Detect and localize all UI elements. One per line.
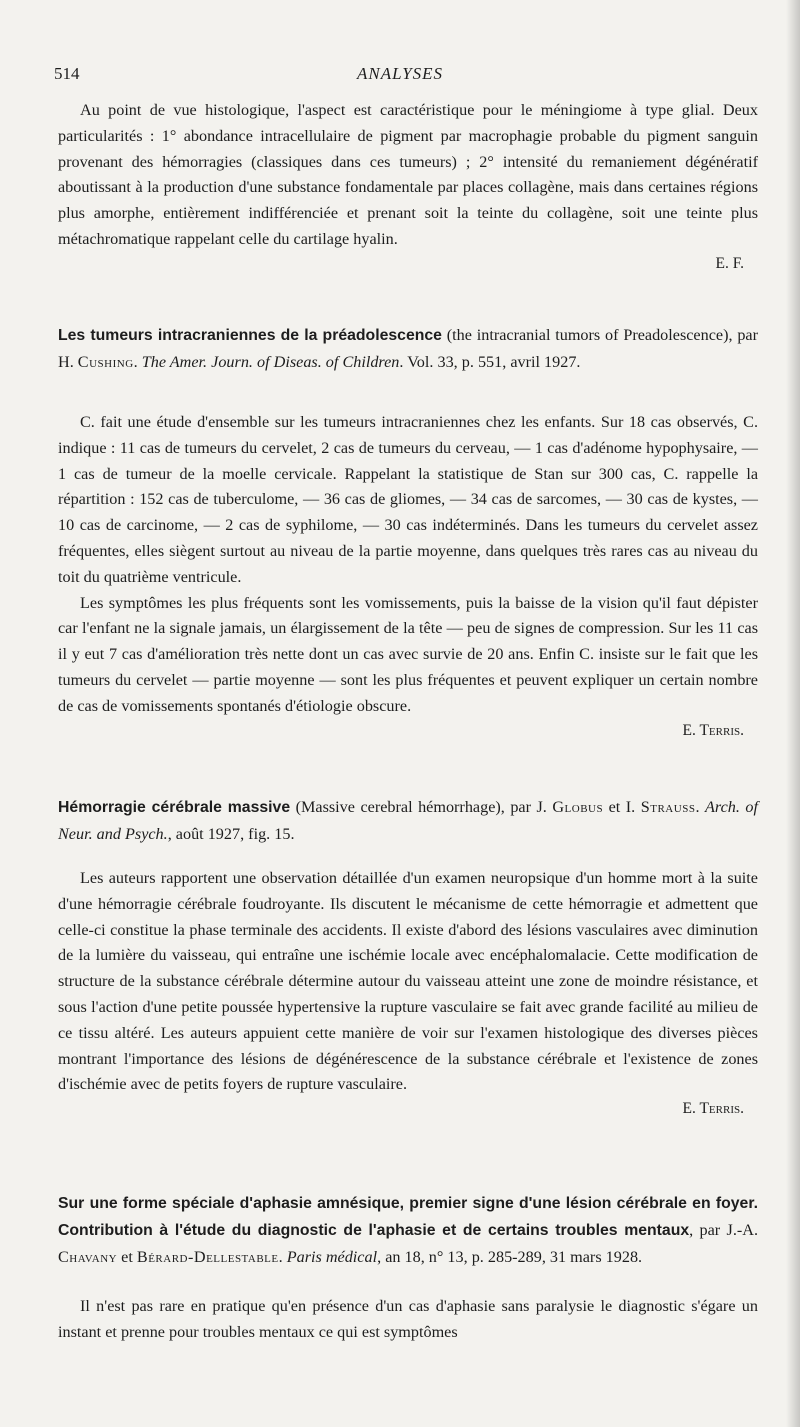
review-heading — [58, 794, 758, 847]
review-title: Les tumeurs intracraniennes de la préadolescence — [58, 327, 442, 344]
review-end-histology — [58, 98, 758, 273]
author-name: Bérard-Dellestable — [136, 1248, 279, 1266]
review-heading — [58, 322, 758, 375]
reference-text: et I. — [603, 798, 641, 816]
reference-text: , par J.-A. — [689, 1221, 758, 1239]
paragraph: C. fait une étude d'ensemble sur les tumeurs intracraniennes chez les enfants. Sur 18 cas observés, C. indique : 11 cas de tumeurs du cervelet, 2 cas de tumeurs du cerveau, — 1 cas d'adénome hypophysaire, — 1 cas de tumeur de la moelle cervicale. Rappelant la statistique de Stan sur 300 cas, C. rappelle la répartition : 152 cas de tuberculome, — 36 cas de gliomes, — 34 cas de sarcomes, — 30 cas de kystes, — 10 cas de carcinome, — 2 cas de syphilome, — 30 cas indéterminés. Dans les tumeurs du cervelet assez fréquentes, elles siègent surtout au niveau de la partie moyenne, dans quelques très rares cas au niveau du toit du quatrième ventricule. — [58, 413, 758, 586]
paragraph: Il n'est pas rare en pratique qu'en présence d'un cas d'aphasie sans paralysie le diagnostic s'égare un instant et prenne pour troubles mentaux ce qui est symptômes — [58, 1297, 758, 1341]
author-name: Cushing — [77, 353, 134, 371]
reference-text: . — [278, 1248, 287, 1266]
author-name: Globus — [552, 798, 604, 816]
review-title: Hémorragie cérébrale massive — [58, 799, 291, 816]
paragraph: Les symptômes les plus fréquents sont les vomissements, puis la baisse de la vision qu'il faut dépister car l'enfant ne la signale jamais, un élargissement de la tête — peu de signes de compression. Sur les 11 cas il y eut 7 cas d'amélioration très nette dont un cas avec survie de 20 ans. Enfin C. insiste sur le fait que les tumeurs du cervelet — partie moyenne — sont les plus fréquentes et peuvent expliquer un certain nombre de cas de vomissements spontanés d'étiologie obscure. — [58, 593, 758, 715]
page-number: 514 — [54, 64, 80, 83]
reference-text: (the intracranial tumors of Preadolescence), par H. — [58, 326, 758, 371]
author-name: Chavany — [58, 1248, 118, 1266]
review-heading — [58, 1190, 758, 1270]
page-edge-shadow — [786, 0, 800, 1427]
reference-text: et — [117, 1248, 137, 1266]
review-title: Sur une forme spéciale d'aphasie amnésique, premier signe d'une lésion cérébrale en foyer. Contribution à l'étude du diagnostic de l'aphasie et de certains troubles mentaux — [58, 1195, 758, 1239]
journal-name: Arch. of Neur. and Psych. — [58, 798, 759, 843]
author-name: Strauss — [640, 798, 696, 816]
running-head — [54, 64, 746, 88]
running-title: ANALYSES — [356, 64, 444, 83]
journal-name: Paris médical — [286, 1248, 378, 1266]
reference-text: . Vol. 33, p. 551, avril 1927. — [399, 353, 581, 371]
reference-text: , août 1927, fig. 15. — [167, 825, 295, 843]
paragraph: Au point de vue histologique, l'aspect est caractéristique pour le méningiome à type glial. Deux particularités : 1° abondance intracellulaire de pigment par macrophagie probable du pigment sanguin provenant des hémorragies (classiques dans ces tumeurs) ; 2° intensité du remaniement dégénératif aboutissant à la production d'une substance fondamentale par places collagène, mais dans certaines régions plus amorphe, entièrement indifférenciée et prenant soit la teinte du collagène, soit une teinte plus métachromatique rappelant celle du cartilage hyalin. — [58, 101, 758, 248]
review-signature: E. Terris. — [682, 721, 744, 739]
review-body-aphasie — [58, 1294, 758, 1346]
journal-name: The Amer. Journ. of Diseas. of Children — [141, 353, 400, 371]
review-signature: E. F. — [715, 254, 744, 272]
reference-text: . — [133, 353, 142, 371]
review-body-hemorragie — [58, 866, 758, 1118]
review-signature: E. Terris. — [682, 1100, 744, 1118]
reference-text: . — [695, 798, 705, 816]
paragraph: Les auteurs rapportent une observation détaillée d'un examen neuropsique d'un homme mort à la suite d'une hémorragie cérébrale foudroyante. Ils discutent le mécanisme de cette hémorragie et admettent que celle-ci constitue la phase terminale des accidents. Il existe d'abord des lésions vasculaires avec diminution de la lumière du vaisseau, qui entraîne une ischémie locale avec encéphalomalacie. Cette modification de structure de la substance cérébrale détermine autour du vaisseau atteint une zone de moindre résistance, et sous l'action d'une petite poussée hypertensive la rupture vasculaire se fait avec grande facilité au milieu de ce tissu altéré. Les auteurs appuient cette manière de voir sur l'examen histologique des diverses pièces montrant l'importance des lésions de dégénérescence de la substance cérébrale et l'existence de zones d'ischémie avec de petits foyers de rupture vasculaire. — [58, 869, 758, 1094]
reference-text: (Massive cerebral hémorrhage), par J. — [290, 798, 553, 816]
review-heading-tumeurs — [58, 322, 758, 375]
review-heading-aphasie — [58, 1190, 758, 1270]
review-body-tumeurs — [58, 410, 758, 740]
reference-text: , an 18, n° 13, p. 285-289, 31 mars 1928. — [377, 1248, 643, 1266]
review-heading-hemorragie — [58, 794, 758, 847]
